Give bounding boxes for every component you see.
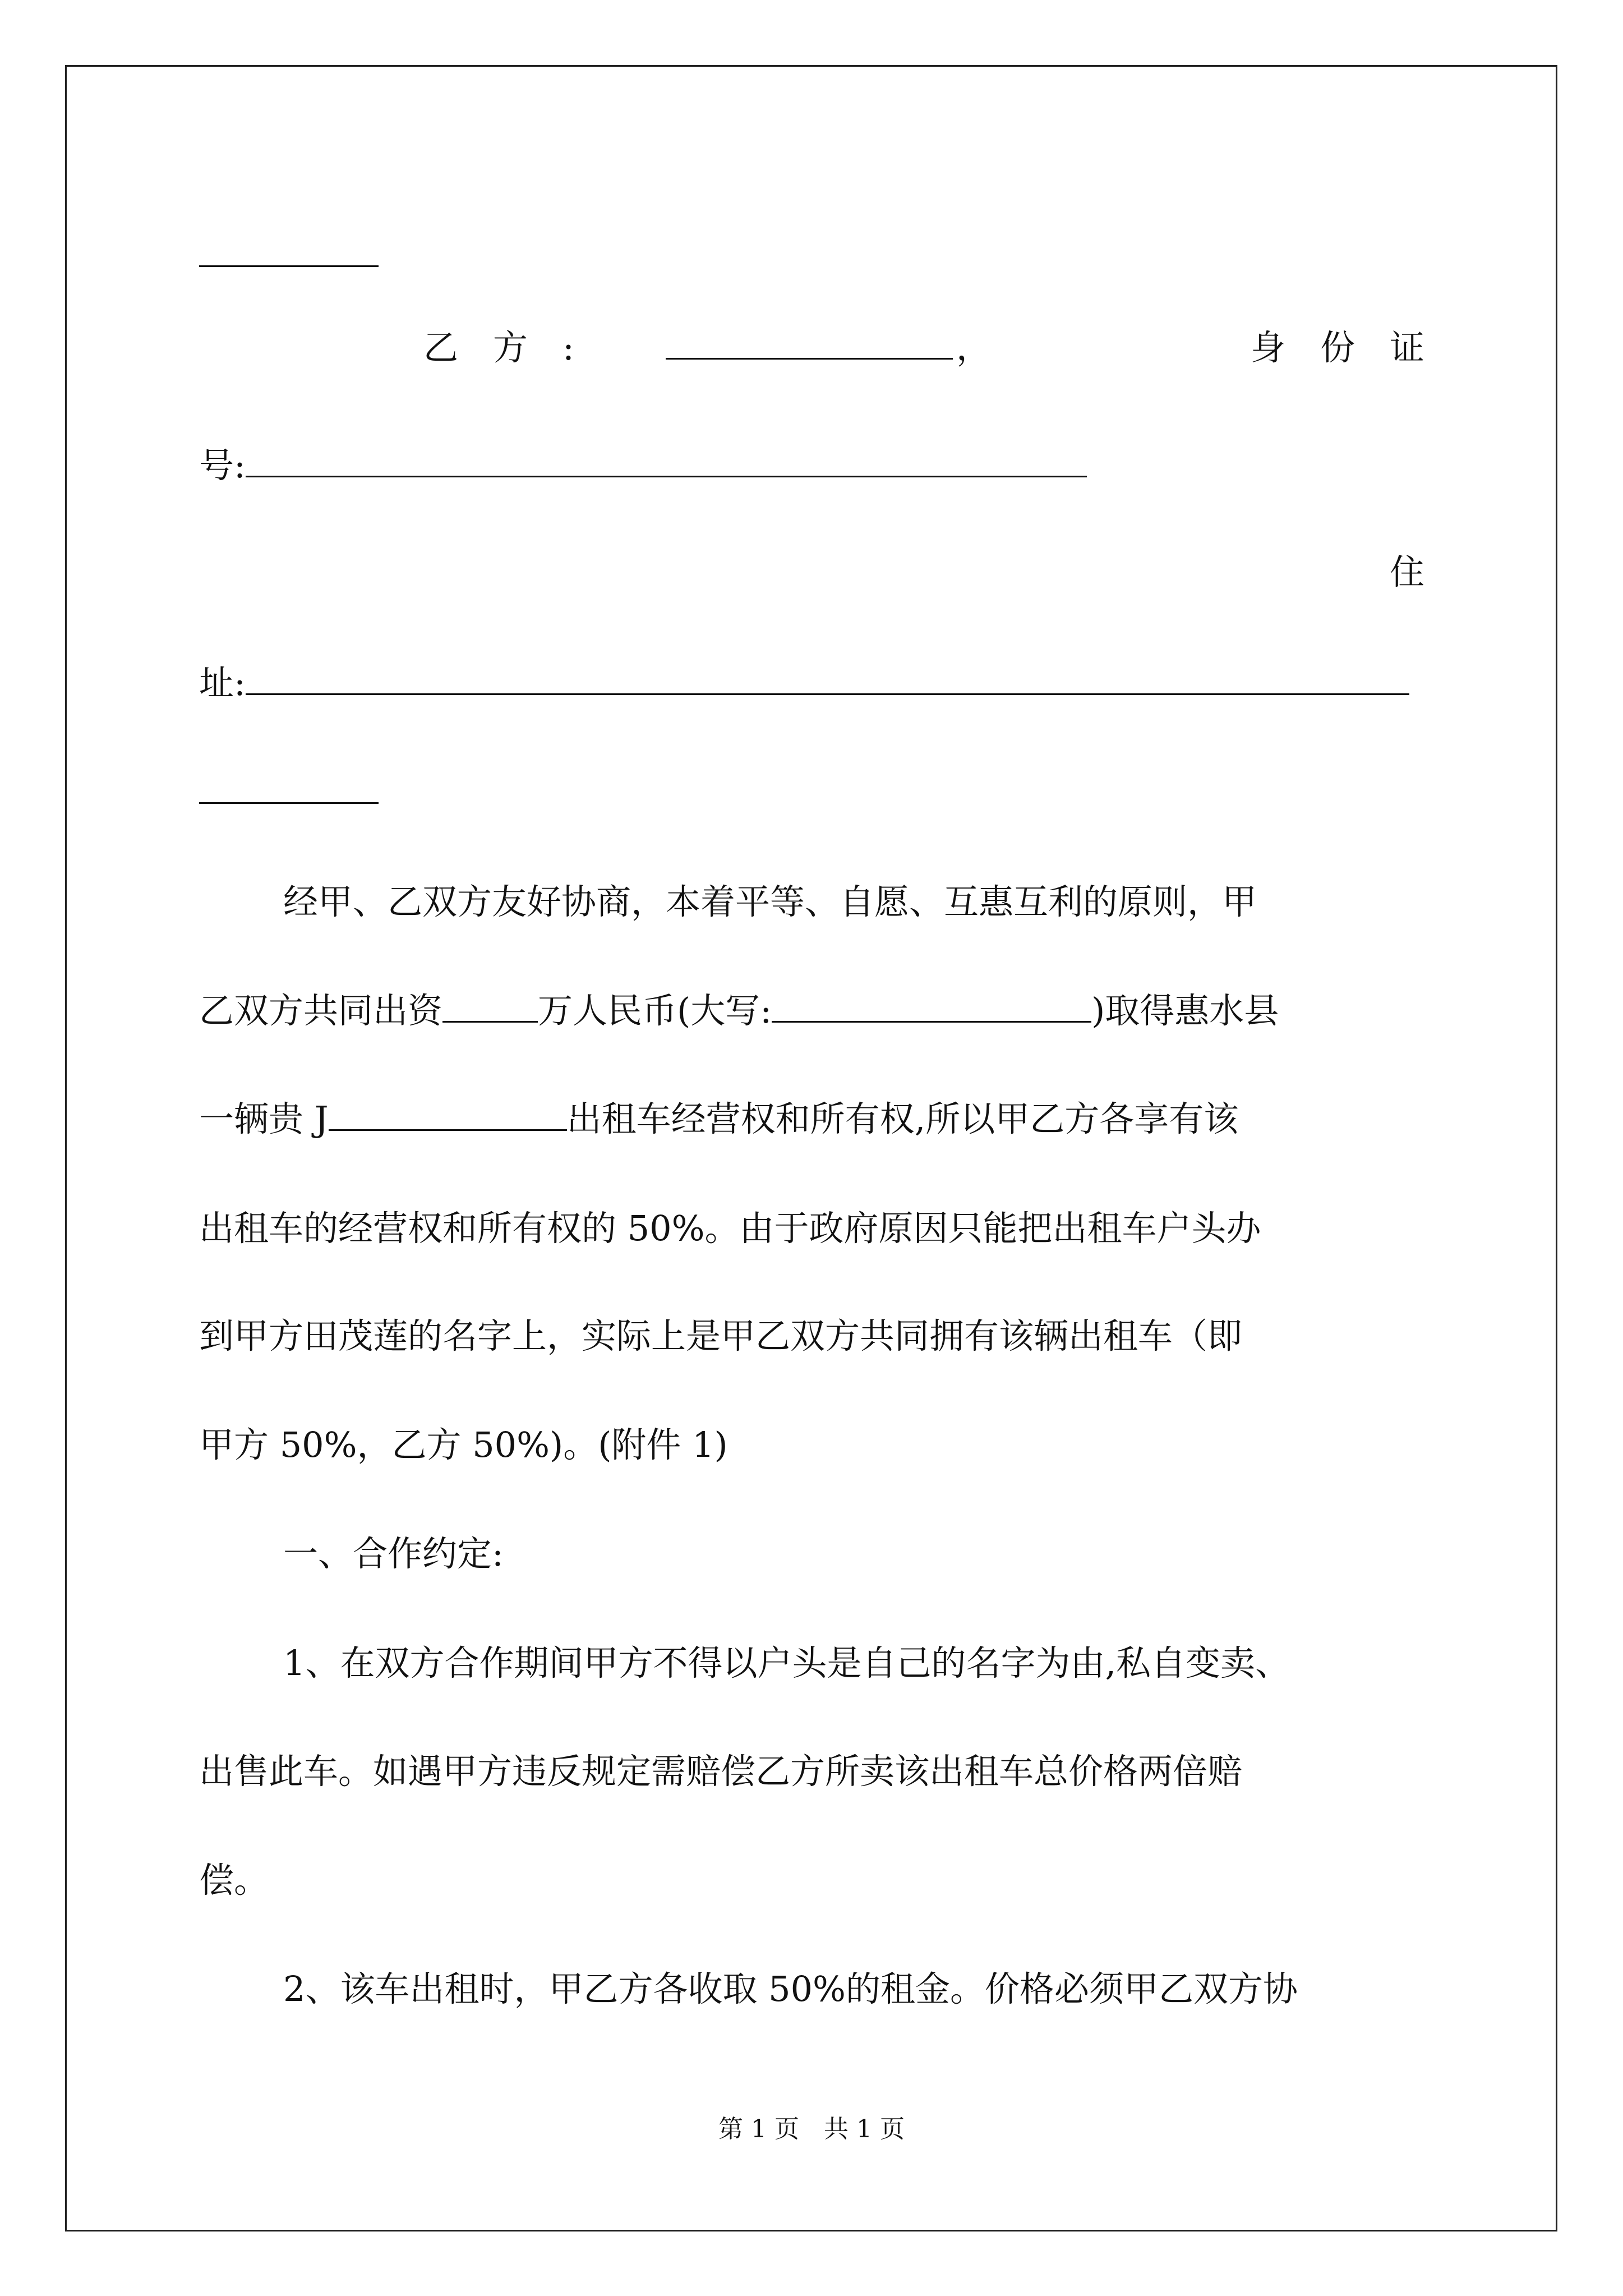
party-b-id-row [199, 443, 1424, 488]
paragraph-1-line-4: 出租车的经营权和所有权的 50%。由于政府原因只能把出租车户头办 [199, 1208, 1261, 1249]
section-1-title: 一、合作约定: [283, 1533, 504, 1574]
capital-text-c: )取得惠水县 [1091, 990, 1279, 1031]
item-1-line-1: 1、在双方合作期间甲方不得以户头是自己的名字为由,私自变卖、 [283, 1642, 1290, 1683]
capital-amount-blank [442, 988, 538, 1023]
plate-number-blank [329, 1097, 567, 1131]
address-blank-continued [199, 770, 379, 804]
party-b-id-blank [246, 443, 1087, 477]
blank-line-top [199, 233, 1424, 278]
party-b-row [199, 325, 1424, 370]
paragraph-1-line-1: 经甲、乙双方友好协商，本着平等、自愿、互惠互利的原则，甲 [283, 881, 1257, 922]
paragraph-1-line-2 [199, 988, 1424, 1033]
address-row-continued [199, 770, 1424, 815]
capital-text-b: 万人民币(大写: [538, 990, 772, 1031]
page-footer: 第 1 页 共 1 页 [718, 2115, 905, 2143]
item-1-line-3: 偿。 [199, 1860, 269, 1901]
item-1-line-2: 出售此车。如遇甲方违反规定需赔偿乙方所卖该出租车总价格两倍赔 [199, 1751, 1243, 1792]
plate-text-b: 出租车经营权和所有权,所以甲乙方各享有该 [566, 1098, 1239, 1139]
paragraph-1-line-5: 到甲方田茂莲的名字上，实际上是甲乙双方共同拥有该辆出租车（即 [199, 1315, 1243, 1356]
paragraph-1-line-3 [199, 1097, 1424, 1142]
plate-text-a: 一辆贵 J [199, 1098, 329, 1139]
address-label-suffix: 址: [199, 662, 246, 703]
capital-uppercase-blank [772, 988, 1091, 1023]
party-b-id-label-suffix: 号: [199, 445, 246, 486]
address-row-prefix [199, 550, 1424, 595]
fill-blank [199, 233, 379, 267]
party-b-name-underline [666, 325, 953, 360]
address-blank [246, 661, 1409, 695]
page-frame [65, 65, 1557, 2231]
capital-text-a: 乙双方共同出资 [199, 990, 443, 1031]
address-label-prefix: 住 [1389, 551, 1424, 592]
address-row [199, 661, 1424, 706]
item-2-line-1: 2、该车出租时，甲乙方各收取 50%的租金。价格必须甲乙双方协 [283, 1968, 1298, 2009]
party-b-label: 乙 方 : [423, 327, 574, 368]
party-b-comma: ， [956, 327, 992, 368]
party-b-id-label-prefix: 身 份 证 [1250, 327, 1424, 368]
paragraph-1-line-6: 甲方 50%，乙方 50%)。(附件 1) [199, 1424, 728, 1465]
